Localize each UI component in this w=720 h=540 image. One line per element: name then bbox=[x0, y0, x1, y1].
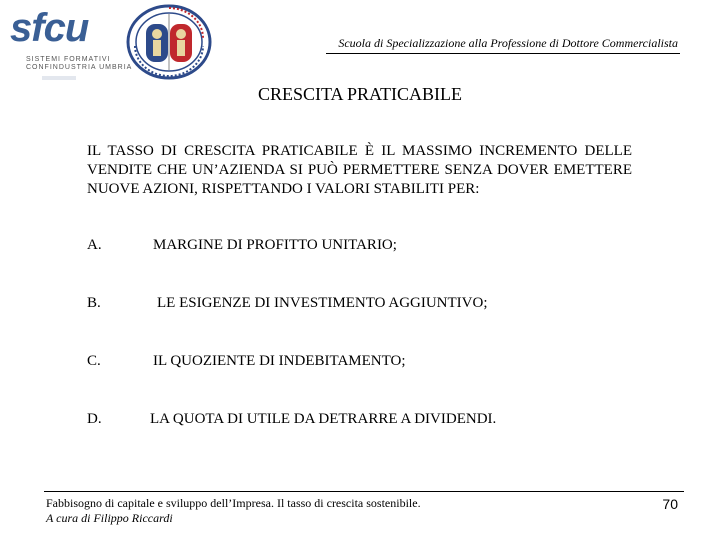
footer-divider bbox=[44, 491, 684, 492]
definition-paragraph: IL TASSO DI CRESCITA PRATICABILE È IL MASSIMO INCREMENTO DELLE VENDITE CHE UN’AZIENDA SI PUÒ PERMETTERE SENZA DOVER EMETTERE NUOVE AZIONI, RISPETTANDO I VALORI STABILITI PER: bbox=[87, 143, 632, 197]
university-seal-icon bbox=[126, 4, 212, 80]
school-name: Scuola di Specializzazione alla Professione di Dottore Commercialista bbox=[338, 36, 678, 50]
page-number: 70 bbox=[662, 496, 678, 512]
sfcu-logo bbox=[6, 6, 133, 80]
list-item-text: LE ESIGENZE DI INVESTIMENTO AGGIUNTIVO; bbox=[157, 295, 488, 311]
logo-underline bbox=[42, 76, 76, 80]
footer-title: Fabbisogno di capitale e sviluppo dell’Impresa. Il tasso di crescita sostenibile. bbox=[46, 496, 421, 510]
slide-title: CRESCITA PRATICABILE bbox=[257, 84, 463, 104]
list-item-letter: C. bbox=[87, 353, 101, 369]
list-item-text: LA QUOTA DI UTILE DA DETRARRE A DIVIDENDI. bbox=[150, 411, 497, 427]
list-item-letter: A. bbox=[87, 237, 102, 253]
list-item-text: IL QUOZIENTE DI INDEBITAMENTO; bbox=[153, 353, 406, 369]
list-item-text: MARGINE DI PROFITTO UNITARIO; bbox=[153, 237, 397, 253]
list-item-letter: B. bbox=[87, 295, 101, 311]
list-item-letter: D. bbox=[87, 411, 102, 427]
sfcu-logo-word: sfcu bbox=[10, 6, 89, 50]
sfcu-logo-subtitle: SISTEMI FORMATIVI CONFINDUSTRIA UMBRIA bbox=[26, 56, 133, 71]
footer-author: A cura di Filippo Riccardi bbox=[46, 511, 173, 525]
header-divider bbox=[326, 53, 680, 54]
